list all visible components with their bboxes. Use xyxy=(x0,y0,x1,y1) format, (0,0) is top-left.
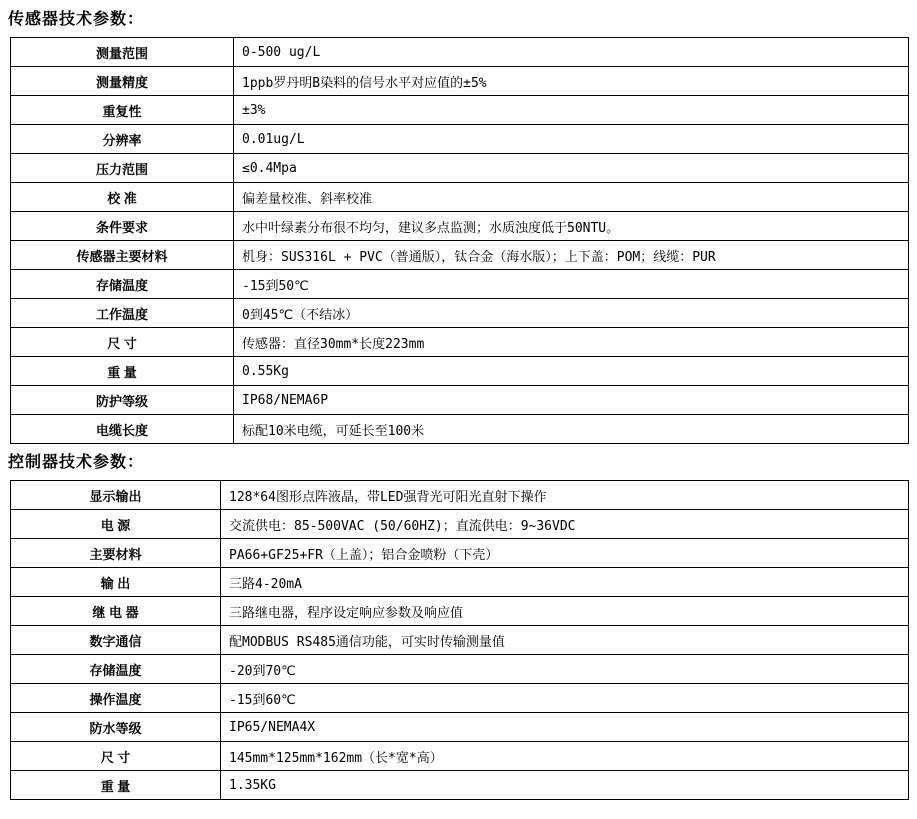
table-row xyxy=(11,270,909,299)
table-row xyxy=(11,299,909,328)
sensor-section-heading: 传感器技术参数： xyxy=(8,11,145,28)
spec-label: 分辨率 xyxy=(11,125,234,154)
spec-value: ≤0.4Mpa xyxy=(234,154,909,183)
spec-value: IP68/NEMA6P xyxy=(234,386,909,415)
spec-value: 机身：SUS316L + PVC（普通版），钛合金（海水版）；上下盖：POM；线缆：PUR xyxy=(234,241,909,270)
sensor-spec-table xyxy=(10,37,909,444)
table-row xyxy=(11,510,909,539)
table-row xyxy=(11,655,909,684)
spec-value: 交流供电：85-500VAC (50/60HZ)；直流供电：9~36VDC xyxy=(221,510,909,539)
spec-label: 防水等级 xyxy=(11,713,221,742)
controller-spec-section xyxy=(8,449,910,800)
spec-label: 电 源 xyxy=(11,510,221,539)
spec-label: 尺 寸 xyxy=(11,742,221,771)
table-row xyxy=(11,386,909,415)
spec-value: 标配10米电缆，可延长至100米 xyxy=(234,415,909,444)
spec-value: 传感器：直径30mm*长度223mm xyxy=(234,328,909,357)
spec-value: 0-500 ug/L xyxy=(234,38,909,67)
table-row xyxy=(11,38,909,67)
table-row xyxy=(11,212,909,241)
spec-value: 1.35KG xyxy=(221,771,909,800)
table-row xyxy=(11,626,909,655)
table-row xyxy=(11,415,909,444)
table-row xyxy=(11,684,909,713)
table-row xyxy=(11,154,909,183)
spec-label: 条件要求 xyxy=(11,212,234,241)
spec-value: 128*64图形点阵液晶，带LED强背光可阳光直射下操作 xyxy=(221,481,909,510)
spec-label: 显示输出 xyxy=(11,481,221,510)
table-row xyxy=(11,183,909,212)
spec-value: PA66+GF25+FR（上盖）；铝合金喷粉（下壳） xyxy=(221,539,909,568)
table-row xyxy=(11,241,909,270)
spec-label: 压力范围 xyxy=(11,154,234,183)
spec-value: 三路4-20mA xyxy=(221,568,909,597)
spec-value: 配MODBUS RS485通信功能，可实时传输测量值 xyxy=(221,626,909,655)
table-row xyxy=(11,67,909,96)
spec-value: 1ppb罗丹明B染料的信号水平对应值的±5% xyxy=(234,67,909,96)
spec-value: -20到70℃ xyxy=(221,655,909,684)
table-row xyxy=(11,96,909,125)
spec-value: 0.55Kg xyxy=(234,357,909,386)
spec-value: 三路继电器，程序设定响应参数及响应值 xyxy=(221,597,909,626)
table-row xyxy=(11,539,909,568)
spec-label: 继 电 器 xyxy=(11,597,221,626)
spec-value: 水中叶绿素分布很不均匀，建议多点监测；水质浊度低于50NTU。 xyxy=(234,212,909,241)
table-row xyxy=(11,597,909,626)
table-row xyxy=(11,568,909,597)
spec-value: -15到60℃ xyxy=(221,684,909,713)
spec-label: 传感器主要材料 xyxy=(11,241,234,270)
spec-label: 尺 寸 xyxy=(11,328,234,357)
spec-label: 工作温度 xyxy=(11,299,234,328)
spec-label: 重 量 xyxy=(11,357,234,386)
spec-label: 校 准 xyxy=(11,183,234,212)
table-row xyxy=(11,771,909,800)
spec-label: 重 量 xyxy=(11,771,221,800)
controller-spec-table xyxy=(10,480,909,800)
spec-value: 0.01ug/L xyxy=(234,125,909,154)
table-row xyxy=(11,357,909,386)
spec-label: 输 出 xyxy=(11,568,221,597)
controller-section-heading: 控制器技术参数： xyxy=(8,454,145,471)
spec-value: -15到50℃ xyxy=(234,270,909,299)
spec-label: 重复性 xyxy=(11,96,234,125)
table-row xyxy=(11,481,909,510)
spec-label: 测量范围 xyxy=(11,38,234,67)
sensor-spec-section xyxy=(8,6,910,444)
spec-label: 存储温度 xyxy=(11,270,234,299)
spec-value: IP65/NEMA4X xyxy=(221,713,909,742)
spec-label: 防护等级 xyxy=(11,386,234,415)
spec-value: ±3% xyxy=(234,96,909,125)
spec-value: 偏差量校准、斜率校准 xyxy=(234,183,909,212)
spec-value: 145mm*125mm*162mm（长*宽*高） xyxy=(221,742,909,771)
spec-label: 测量精度 xyxy=(11,67,234,96)
table-row xyxy=(11,713,909,742)
table-row xyxy=(11,125,909,154)
spec-label: 数字通信 xyxy=(11,626,221,655)
spec-label: 存储温度 xyxy=(11,655,221,684)
table-row xyxy=(11,328,909,357)
spec-label: 操作温度 xyxy=(11,684,221,713)
spec-label: 电缆长度 xyxy=(11,415,234,444)
table-row xyxy=(11,742,909,771)
spec-label: 主要材料 xyxy=(11,539,221,568)
spec-value: 0到45℃（不结冰） xyxy=(234,299,909,328)
